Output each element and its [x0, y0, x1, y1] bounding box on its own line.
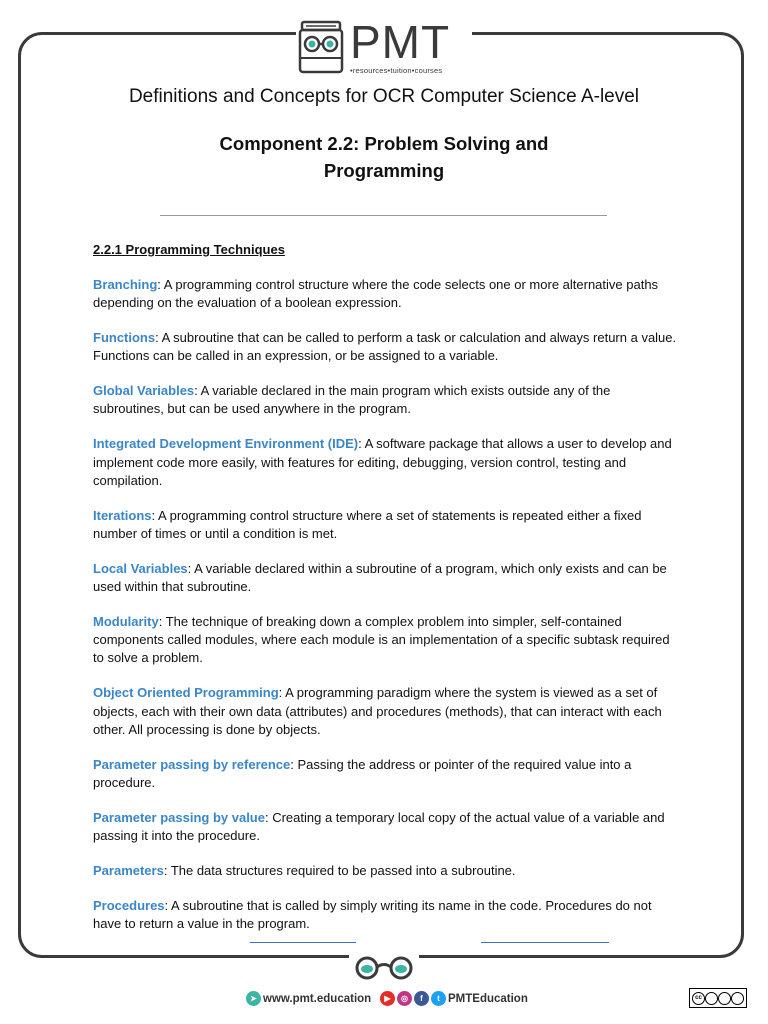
- hyperlink-underline[interactable]: [250, 942, 356, 943]
- youtube-icon[interactable]: ▶: [380, 991, 395, 1006]
- definition-item: [93, 897, 683, 934]
- document-title: Definitions and Concepts for OCR Computer Science A-level: [128, 86, 640, 107]
- twitter-icon[interactable]: t: [431, 991, 446, 1006]
- definition-term: Parameters: [93, 862, 164, 878]
- definition-item: [93, 507, 683, 544]
- definition-text: : A subroutine that is called by simply writing its name in the code. Procedures do not have to return a value in the program.: [93, 897, 652, 931]
- website-url: www.pmt.education: [263, 992, 372, 1005]
- definition-text: : A subroutine that can be called to perform a task or calculation and always return a value. Functions can be called in an expression, or be assigned to a variable.: [93, 330, 677, 364]
- definition-item: [93, 276, 683, 313]
- definition-text: : A programming paradigm where the system is viewed as a set of objects, each with their own data (attributes) and procedures (methods), that can interact with each other. All processing is done by objects.: [93, 685, 662, 737]
- cc-nc-icon: [718, 992, 731, 1005]
- definition-item: [93, 613, 683, 668]
- creative-commons-badge: [689, 988, 747, 1008]
- definition-item: [93, 684, 683, 739]
- definition-term: Parameter passing by reference: [93, 756, 291, 772]
- definition-term: Modularity: [93, 613, 159, 629]
- book-character-icon: [296, 18, 346, 76]
- definition-item: [93, 560, 683, 597]
- definitions-list: [93, 276, 683, 950]
- definition-text: : Passing the address or pointer of the required value into a procedure.: [93, 756, 632, 790]
- definition-text: : A programming control structure where the code selects one or more alternative paths depending on the evaluation of a boolean expression.: [93, 277, 659, 311]
- definition-term: Iterations: [93, 507, 152, 523]
- definition-item: [93, 809, 683, 846]
- definition-text: : A variable declared in the main program which exists outside any of the subroutines, but can be used anywhere in the program.: [93, 383, 611, 417]
- cc-icon: cc: [692, 992, 705, 1005]
- section-heading: 2.2.1 Programming Techniques: [93, 242, 285, 257]
- definition-item: [93, 756, 683, 793]
- component-title: Component 2.2: Problem Solving and Programming: [219, 133, 549, 181]
- logo-tagline: •resources•tuition•courses: [350, 66, 443, 75]
- website-link[interactable]: [246, 991, 371, 1006]
- cc-nd-icon: [731, 992, 744, 1005]
- facebook-icon[interactable]: f: [414, 991, 429, 1006]
- definition-item: [93, 862, 683, 880]
- definition-term: Parameter passing by value: [93, 809, 265, 825]
- definition-item: [93, 382, 683, 419]
- definition-item: [93, 435, 683, 490]
- instagram-icon[interactable]: ◎: [397, 991, 412, 1006]
- hyperlink-underline[interactable]: [481, 942, 609, 943]
- definition-text: : The technique of breaking down a complex problem into simpler, self-contained components called modules, where each module is an implementation of a specific subtask required to solve a problem.: [93, 613, 670, 666]
- definition-text: : Creating a temporary local copy of the actual value of a variable and passing it into the procedure.: [93, 809, 665, 844]
- page-footer: [0, 988, 768, 1010]
- social-links[interactable]: [380, 991, 528, 1006]
- definition-text: : A software package that allows a user to develop and implement code more easily, with features for editing, debugging, version control, testing and compilation.: [93, 436, 672, 488]
- definition-term: Branching: [93, 277, 158, 292]
- definition-text: : The data structures required to be passed into a subroutine.: [163, 862, 516, 878]
- definition-text: : A variable declared within a subroutine of a program, which only exists and can be used within that subroutine.: [93, 560, 667, 595]
- logo-wordmark: PMT: [350, 16, 451, 68]
- definition-term: Global Variables: [93, 383, 195, 399]
- title-divider: [160, 215, 607, 216]
- cursor-icon: ➤: [246, 991, 261, 1006]
- definition-term: Procedures: [93, 897, 165, 913]
- cc-by-icon: [705, 992, 718, 1005]
- social-handle: PMTEducation: [448, 992, 528, 1005]
- glasses-icon: [349, 954, 419, 982]
- definition-term: Integrated Development Environment (IDE): [93, 436, 359, 452]
- pmt-logo: [296, 14, 472, 80]
- definition-text: : A programming control structure where a set of statements is repeated either a fixed number of times or until a condition is met.: [93, 507, 642, 541]
- definition-term: Functions: [93, 330, 156, 346]
- definition-item: [93, 329, 683, 366]
- definition-term: Object Oriented Programming: [93, 685, 279, 701]
- definition-term: Local Variables: [93, 560, 188, 576]
